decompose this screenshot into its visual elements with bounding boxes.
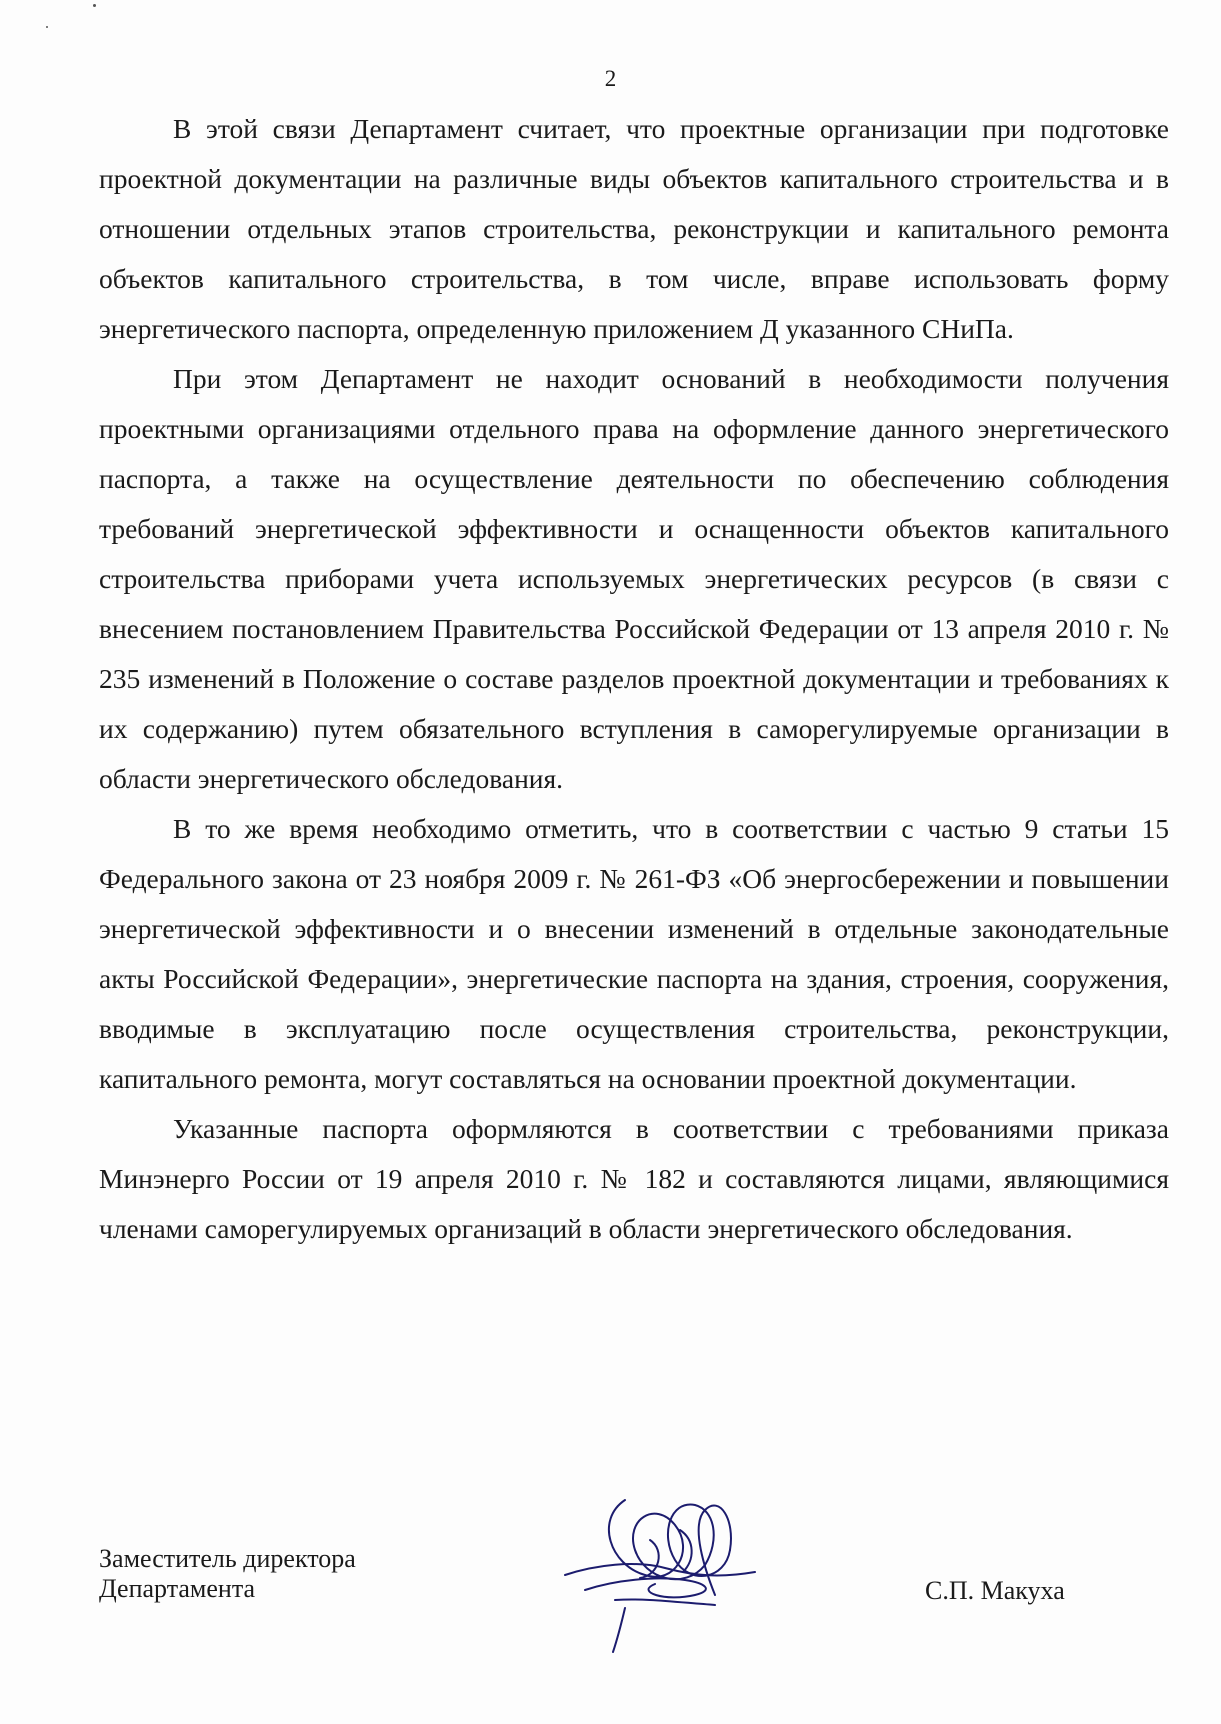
signer-position-line2: Департамента: [99, 1574, 256, 1603]
scan-speck: [46, 26, 48, 28]
paragraph: Указанные паспорта оформляются в соответствии с требованиями приказа Минэнерго России от 19 апреля 2010 г. № 182 и составляются лицами, являющимися членами саморегулируемых организаций в области энергетического обследования.: [99, 1113, 1169, 1244]
paragraph: В то же время необходимо отметить, что в соответствии с частью 9 статьи 15 Федерального закона от 23 ноября 2009 г. № 261-ФЗ «Об энергосбережении и повышении энергетической эффективности и о внесении изменений в отдельные законодательные акты Российской Федерации», энергетические паспорта на здания, строения, сооружения, вводимые в эксплуатацию после осуществления строительства, реконструкции, капитального ремонта, могут составляться на основании проектной документации.: [99, 813, 1169, 1094]
letter-body: [99, 104, 1169, 1254]
signer-name: С.П. Макуха: [925, 1576, 1065, 1605]
paragraph: При этом Департамент не находит оснований в необходимости получения проектными организациями отдельного права на оформление данного энергетического паспорта, а также на осуществление деятельности по обеспечению соблюдения требований энергетической эффективности и оснащенности объектов капитального строительства приборами учета используемых энергетических ресурсов (в связи с внесением постановлением Правительства Российской Федерации от 13 апреля 2010 г. № 235 изменений в Положение о составе разделов проектной документации и требованиях к их содержанию) путем обязательного вступления в саморегулируемые организации в области энергетического обследования.: [99, 363, 1169, 794]
handwritten-signature: [555, 1480, 775, 1655]
paragraph: В этой связи Департамент считает, что проектные организации при подготовке проектной документации на различные виды объектов капитального строительства и в отношении отдельных этапов строительства, реконструкции и капитального ремонта объектов капитального строительства, в том числе, вправе использовать форму энергетического паспорта, определенную приложением Д указанного СНиПа.: [99, 113, 1169, 344]
page-number: 2: [604, 66, 617, 91]
scan-speck: [93, 4, 96, 7]
signer-position-line1: Заместитель директора: [99, 1544, 356, 1573]
